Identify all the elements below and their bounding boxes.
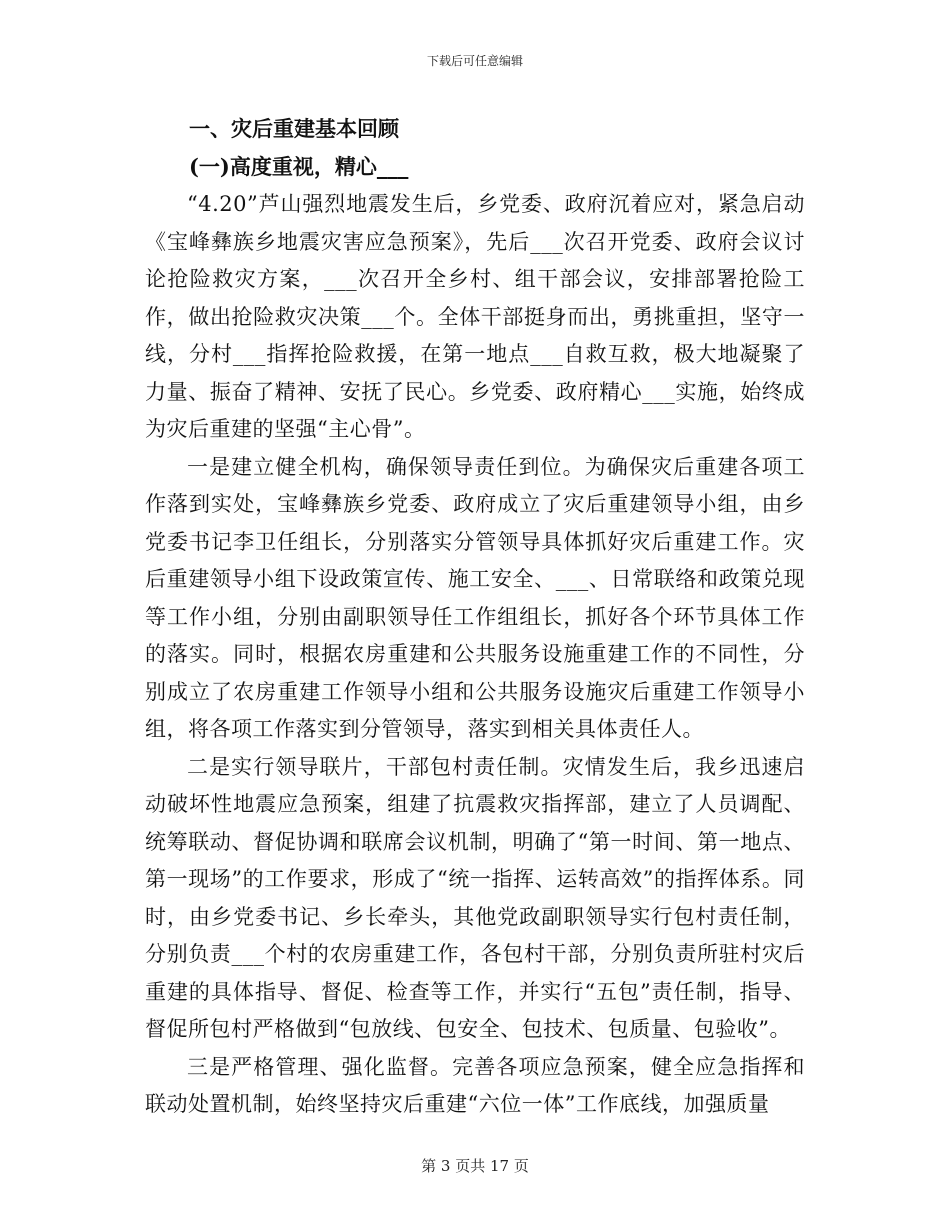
paragraph-2: 一是建立健全机构，确保领导责任到位。为确保灾后重建各项工作落到实处，宝峰彝族乡党委、政府成立了灾后重建领导小组，由乡党委书记李卫任组长，分别落实分管领导具体抓好灾后重建工作。灾后重建领导小组下设政策宣传、施工安全、___、日常联络和政策兑现等工作小组，分别由副职领导任工作组组长，抓好各个环节具体工作的落实。同时，根据农房重建和公共服务设施重建工作的不同性，分别成立了农房重建工作领导小组和公共服务设施灾后重建工作领导小组，将各项工作落实到分管领导，落实到相关具体责任人。 — [145, 454, 805, 741]
paragraph-1: “4.20”芦山强烈地震发生后，乡党委、政府沉着应对，紧急启动《宝峰彝族乡地震灾害应急预案》，先后___次召开党委、政府会议讨论抢险救灾方案，___次召开全乡村、组干部会议，安排部署抢险工作，做出抢险救灾决策___个。全体干部挺身而出，勇挑重担，坚守一线，分村___指挥抢险救援，在第一地点___自救互救，极大地凝聚了力量、振奋了精神、安抚了民心。乡党委、政府精心___实施，始终成为灾后重建的坚强“主心骨”。 — [145, 192, 805, 441]
paragraph-4: 三是严格管理、强化监督。完善各项应急预案，健全应急指挥和联动处置机制，始终坚持灾后重建“六位一体”工作底线，加强质量 — [145, 1054, 805, 1116]
subsection-heading: (一)高度重视，精心___ — [189, 154, 409, 179]
section-heading: 一、灾后重建基本回顾 — [189, 116, 399, 141]
page-footer: 第 3 页共 17 页 — [421, 1157, 529, 1175]
paragraph-3: 二是实行领导联片，干部包村责任制。灾情发生后，我乡迅速启动破坏性地震应急预案，组建了抗震救灾指挥部，建立了人员调配、统筹联动、督促协调和联席会议机制，明确了“第一时间、第一地点、第一现场”的工作要求，形成了“统一指挥、运转高效”的指挥体系。同时，由乡党委书记、乡长牵头，其他党政副职领导实行包村责任制，分别负责___个村的农房重建工作，各包村干部，分别负责所驻村灾后重建的具体指导、督促、检查等工作，并实行“五包”责任制，指导、督促所包村严格做到“包放线、包安全、包技术、包质量、包验收”。 — [145, 754, 805, 1041]
page-header: 下载后可任意编辑 — [426, 54, 523, 68]
document-body — [145, 110, 805, 1124]
